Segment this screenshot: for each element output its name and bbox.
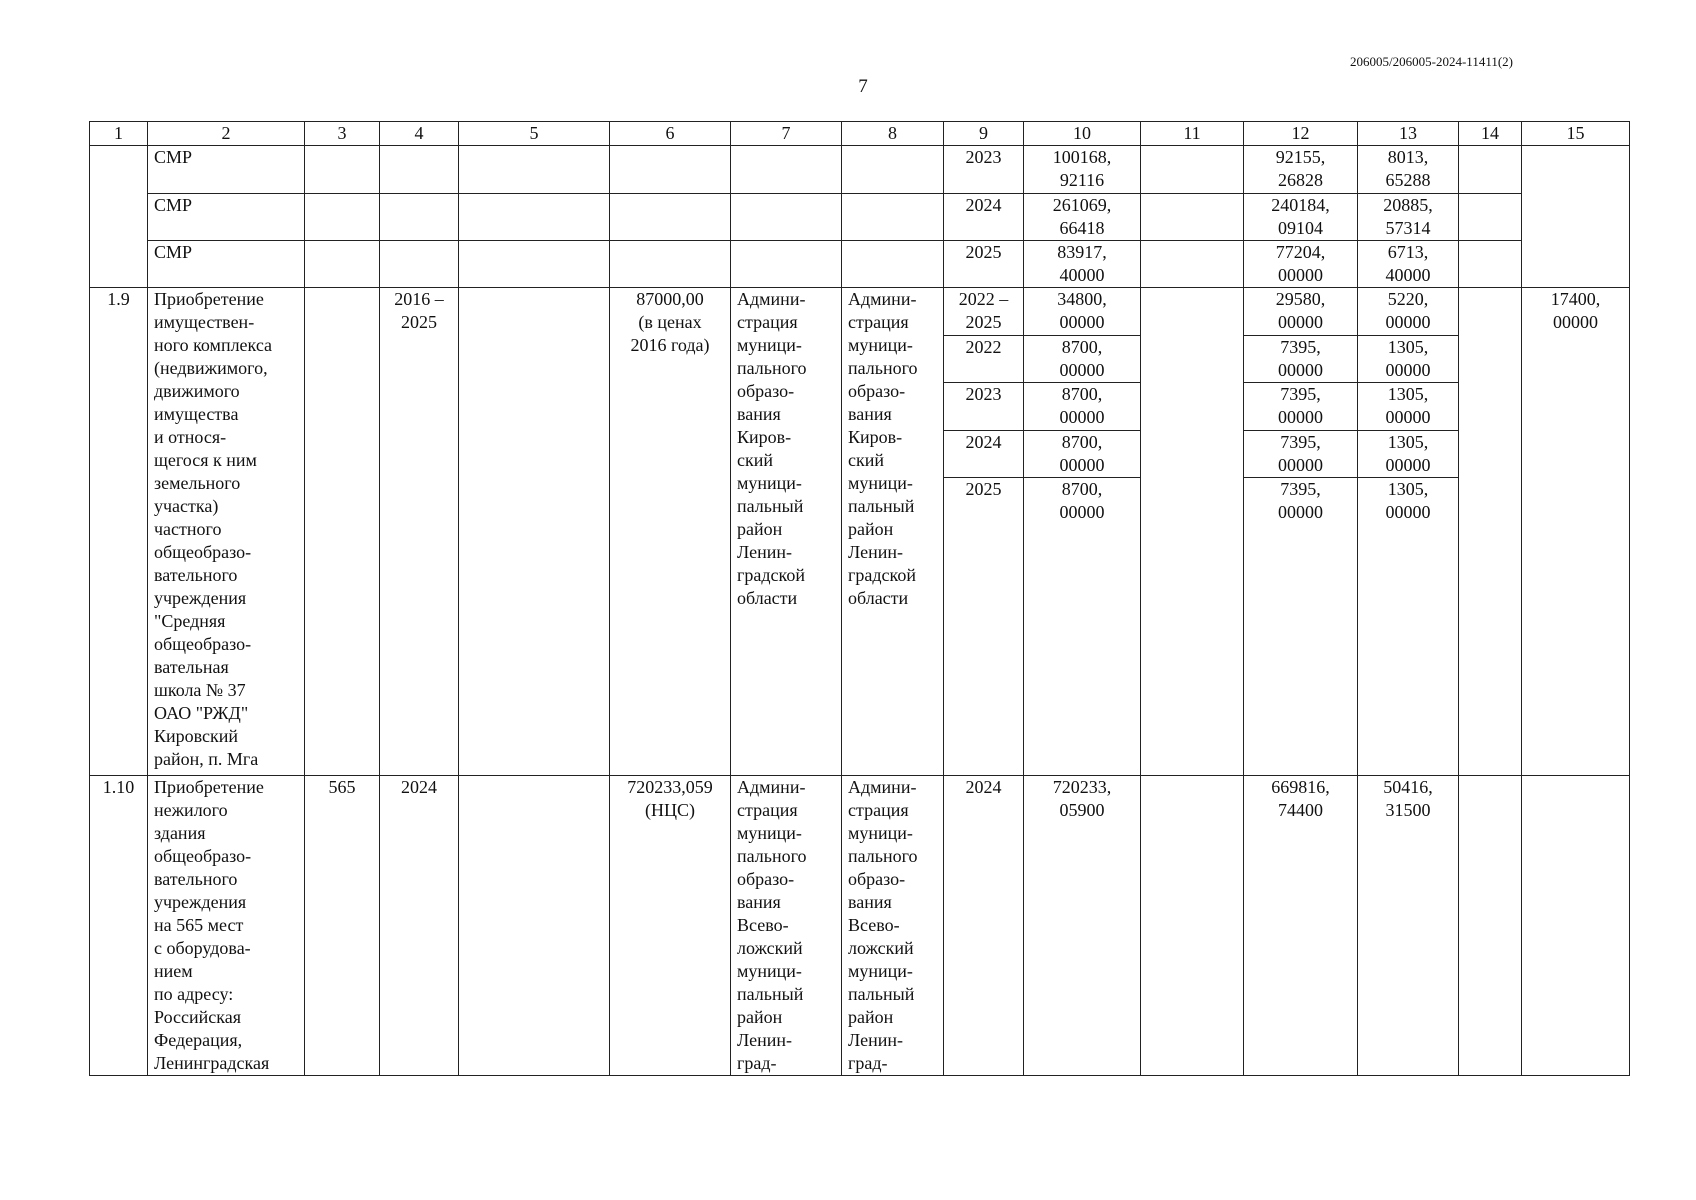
table-cell bbox=[731, 194, 842, 241]
customer-cell: Админи- страция муници- пального образо- вания Всево- ложский муници- пальный район Ленин- град- bbox=[731, 776, 842, 1076]
col10-cell: 83917, 40000 bbox=[1024, 241, 1141, 288]
col12-cell: 29580, 00000 bbox=[1244, 288, 1358, 336]
col13-cell: 5220, 00000 bbox=[1358, 288, 1459, 336]
year-cell: 2024 bbox=[944, 194, 1024, 241]
col15-cell: 17400, 00000 bbox=[1522, 288, 1630, 776]
col13-cell: 20885, 57314 bbox=[1358, 194, 1459, 241]
col13-cell: 50416, 31500 bbox=[1358, 776, 1459, 1076]
col10-cell: 8700, 00000 bbox=[1024, 431, 1141, 478]
table-cell bbox=[459, 241, 610, 288]
table-cell bbox=[305, 288, 380, 776]
table-cell bbox=[1459, 776, 1522, 1076]
header-cell: 12 bbox=[1244, 122, 1358, 146]
col10-cell: 720233, 05900 bbox=[1024, 776, 1141, 1076]
col12-cell: 7395, 00000 bbox=[1244, 336, 1358, 383]
col12-cell: 7395, 00000 bbox=[1244, 478, 1358, 776]
header-cell: 2 bbox=[148, 122, 305, 146]
header-cell: 3 bbox=[305, 122, 380, 146]
table-cell bbox=[1522, 146, 1630, 288]
year-cell: 2025 bbox=[944, 478, 1024, 776]
row-number: 1.9 bbox=[90, 288, 148, 776]
header-cell: 8 bbox=[842, 122, 944, 146]
col10-cell: 8700, 00000 bbox=[1024, 336, 1141, 383]
table-cell bbox=[731, 241, 842, 288]
item-name: Приобретение имуществен- ного комплекса (недвижимого, движимого имущества и относя- щегося к ним земельного участка) частного общеобразо- вательного учреждения "Средняя общеобразо- вательная школа № 37 ОАО "РЖД" Кировский район, п. Мга bbox=[148, 288, 305, 776]
table-cell bbox=[610, 194, 731, 241]
col12-cell: 669816, 74400 bbox=[1244, 776, 1358, 1076]
col13-cell: 6713, 40000 bbox=[1358, 241, 1459, 288]
col13-cell: 1305, 00000 bbox=[1358, 478, 1459, 776]
table-cell bbox=[90, 146, 148, 288]
executor-cell: Админи- страция муници- пального образо- вания Всево- ложский муници- пальный район Ленин- град- bbox=[842, 776, 944, 1076]
col13-cell: 1305, 00000 bbox=[1358, 383, 1459, 431]
table-cell bbox=[1141, 241, 1244, 288]
col10-cell: 8700, 00000 bbox=[1024, 478, 1141, 776]
header-cell: 14 bbox=[1459, 122, 1522, 146]
table-cell bbox=[380, 146, 459, 194]
table-cell bbox=[842, 146, 944, 194]
table-cell bbox=[380, 241, 459, 288]
smr-label: СМР bbox=[148, 146, 305, 194]
table-cell bbox=[459, 194, 610, 241]
table-cell bbox=[1141, 776, 1244, 1076]
col10-cell: 34800, 00000 bbox=[1024, 288, 1141, 336]
table-cell bbox=[459, 288, 610, 776]
header-cell: 5 bbox=[459, 122, 610, 146]
table-cell bbox=[1141, 194, 1244, 241]
table-cell bbox=[1141, 146, 1244, 194]
header-cell: 9 bbox=[944, 122, 1024, 146]
capacity-cell: 565 bbox=[305, 776, 380, 1076]
header-cell: 15 bbox=[1522, 122, 1630, 146]
customer-cell: Админи- страция муници- пального образо- вания Киров- ский муници- пальный район Ленин- градской области bbox=[731, 288, 842, 776]
header-cell: 1 bbox=[90, 122, 148, 146]
table-cell bbox=[380, 194, 459, 241]
col13-cell: 1305, 00000 bbox=[1358, 336, 1459, 383]
row-number: 1.10 bbox=[90, 776, 148, 1076]
table-cell bbox=[610, 146, 731, 194]
period-cell: 2016 – 2025 bbox=[380, 288, 459, 776]
executor-cell: Админи- страция муници- пального образо- вания Киров- ский муници- пальный район Ленин- градской области bbox=[842, 288, 944, 776]
item-name: Приобретение нежилого здания общеобразо- вательного учреждения на 565 мест с оборудова- нием по адресу: Российская Федерация, Ленинградская bbox=[148, 776, 305, 1076]
smr-label: СМР bbox=[148, 194, 305, 241]
smr-label: СМР bbox=[148, 241, 305, 288]
col12-cell: 92155, 26828 bbox=[1244, 146, 1358, 194]
col10-cell: 261069, 66418 bbox=[1024, 194, 1141, 241]
table-row bbox=[90, 288, 1630, 336]
table-cell bbox=[610, 241, 731, 288]
cost-cell: 87000,00 (в ценах 2016 года) bbox=[610, 288, 731, 776]
table-cell bbox=[305, 194, 380, 241]
year-cell: 2023 bbox=[944, 383, 1024, 431]
col13-cell: 8013, 65288 bbox=[1358, 146, 1459, 194]
table-row bbox=[90, 146, 1630, 194]
period-cell: 2024 bbox=[380, 776, 459, 1076]
table-cell bbox=[1459, 194, 1522, 241]
table-cell bbox=[305, 146, 380, 194]
year-cell: 2022 bbox=[944, 336, 1024, 383]
header-cell: 13 bbox=[1358, 122, 1459, 146]
table-cell bbox=[842, 241, 944, 288]
page-number: 7 bbox=[858, 76, 868, 97]
table-row bbox=[90, 194, 1630, 241]
table-cell bbox=[731, 146, 842, 194]
year-cell: 2023 bbox=[944, 146, 1024, 194]
table-row bbox=[90, 241, 1630, 288]
col10-cell: 100168, 92116 bbox=[1024, 146, 1141, 194]
col10-cell: 8700, 00000 bbox=[1024, 383, 1141, 431]
table-cell bbox=[1459, 241, 1522, 288]
header-cell: 11 bbox=[1141, 122, 1244, 146]
col12-cell: 7395, 00000 bbox=[1244, 431, 1358, 478]
year-cell: 2025 bbox=[944, 241, 1024, 288]
data-table bbox=[89, 121, 1630, 1076]
col13-cell: 1305, 00000 bbox=[1358, 431, 1459, 478]
header-cell: 10 bbox=[1024, 122, 1141, 146]
header-cell: 4 bbox=[380, 122, 459, 146]
header-cell: 7 bbox=[731, 122, 842, 146]
header-cell: 6 bbox=[610, 122, 731, 146]
col12-cell: 77204, 00000 bbox=[1244, 241, 1358, 288]
year-cell: 2022 – 2025 bbox=[944, 288, 1024, 336]
col12-cell: 240184, 09104 bbox=[1244, 194, 1358, 241]
table-row bbox=[90, 776, 1630, 1076]
table-cell bbox=[1459, 146, 1522, 194]
col12-cell: 7395, 00000 bbox=[1244, 383, 1358, 431]
table-cell bbox=[842, 194, 944, 241]
header-row bbox=[90, 122, 1630, 146]
table-cell bbox=[459, 146, 610, 194]
cost-cell: 720233,059 (НЦС) bbox=[610, 776, 731, 1076]
table-cell bbox=[1141, 288, 1244, 776]
year-cell: 2024 bbox=[944, 776, 1024, 1076]
year-cell: 2024 bbox=[944, 431, 1024, 478]
table-cell bbox=[459, 776, 610, 1076]
table-cell bbox=[1459, 288, 1522, 776]
document-id: 206005/206005-2024-11411(2) bbox=[1350, 54, 1513, 69]
table-cell bbox=[1522, 776, 1630, 1076]
table-cell bbox=[305, 241, 380, 288]
